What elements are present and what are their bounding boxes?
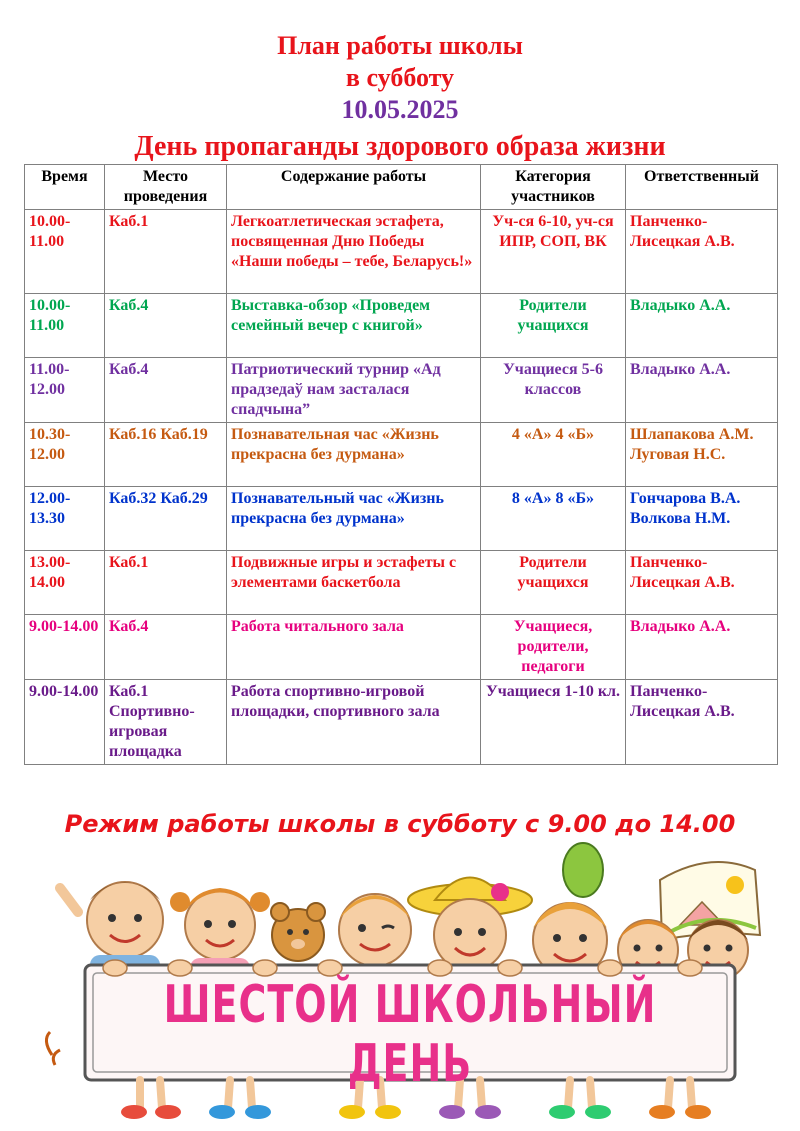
cell-time: 13.00-14.00 (25, 551, 105, 615)
title-line-2: в субботу (345, 63, 455, 92)
cell-time: 10.00-11.00 (25, 210, 105, 294)
column-header-place: Место проведения (105, 165, 227, 210)
cell-content: Легкоатлетическая эстафета, посвященная Дню Победы «Наши победы – тебе, Беларусь!» (227, 210, 481, 294)
cell-place: Каб.32 Каб.29 (105, 487, 227, 551)
cell-place: Каб.1 (105, 210, 227, 294)
cell-content: Патриотический турнир «Ад прадзедаў нам засталася спадчына” (227, 358, 481, 423)
cell-time: 11.00-12.00 (25, 358, 105, 423)
table-row (25, 551, 778, 615)
cell-category: Родители учащихся (481, 294, 626, 358)
cell-time: 12.00-13.30 (25, 487, 105, 551)
cell-place: Каб.4 (105, 294, 227, 358)
table-row (25, 615, 778, 680)
table-row (25, 294, 778, 358)
title-theme: День пропаганды здорового образа жизни (134, 131, 666, 162)
cell-responsible: Панченко-Лисецкая А.В. (626, 680, 778, 765)
cell-place: Каб.1 (105, 551, 227, 615)
cell-time: 9.00-14.00 (25, 615, 105, 680)
table-row (25, 487, 778, 551)
table-row (25, 423, 778, 487)
column-header-category: Категория участников (481, 165, 626, 210)
table-row (25, 680, 778, 765)
cell-content: Выставка-обзор «Проведем семейный вечер с книгой» (227, 294, 481, 358)
cell-category: 4 «А» 4 «Б» (481, 423, 626, 487)
cell-category: Учащиеся 5-6 классов (481, 358, 626, 423)
cell-responsible: Шлапакова А.М. Луговая Н.С. (626, 423, 778, 487)
column-header-time: Время (25, 165, 105, 210)
banner-title: ШЕСТОЙ ШКОЛЬНЫЙ ДЕНЬ (163, 974, 657, 1094)
cell-place: Каб.16 Каб.19 (105, 423, 227, 487)
schedule-note: Режим работы школы в субботу с 9.00 до 14.00 (64, 810, 736, 838)
cell-place: Каб.4 (105, 358, 227, 423)
cell-category: Учащиеся, родители, педагоги (481, 615, 626, 680)
cell-content: Работа спортивно-игровой площадки, спортивного зала (227, 680, 481, 765)
column-header-responsible: Ответственный (626, 165, 778, 210)
kid-4 (408, 878, 532, 972)
cell-responsible: Панченко-Лисецкая А.В. (626, 210, 778, 294)
cell-content: Работа читального зала (227, 615, 481, 680)
table-row (25, 210, 778, 294)
teddy-bear-icon (271, 903, 325, 961)
cell-content: Познавательный час «Жизнь прекрасна без дурмана» (227, 487, 481, 551)
cell-content: Познавательная час «Жизнь прекрасна без дурмана» (227, 423, 481, 487)
cell-category: Родители учащихся (481, 551, 626, 615)
cell-responsible: Гончарова В.А. Волкова Н.М. (626, 487, 778, 551)
title-line-1: План работы школы (277, 31, 523, 60)
cell-responsible: Владыко А.А. (626, 294, 778, 358)
kid-3 (339, 894, 411, 966)
table-header-row (25, 165, 778, 210)
cell-place: Каб.4 (105, 615, 227, 680)
cell-responsible: Панченко-Лисецкая А.В. (626, 551, 778, 615)
column-header-content: Содержание работы (227, 165, 481, 210)
cell-content: Подвижные игры и эстафеты с элементами баскетбола (227, 551, 481, 615)
cell-category: 8 «А» 8 «Б» (481, 487, 626, 551)
cell-time: 10.00-11.00 (25, 294, 105, 358)
cell-place: Каб.1 Спортивно-игровая площадка (105, 680, 227, 765)
cell-responsible: Владыко А.А. (626, 358, 778, 423)
cell-time: 10.30-12.00 (25, 423, 105, 487)
cell-category: Учащиеся 1-10 кл. (481, 680, 626, 765)
schedule-table (24, 164, 778, 765)
cell-time: 9.00-14.00 (25, 680, 105, 765)
title-date: 10.05.2025 (341, 95, 459, 124)
cell-category: Уч-ся 6-10, уч-ся ИПР, СОП, ВК (481, 210, 626, 294)
cell-responsible: Владыко А.А. (626, 615, 778, 680)
table-row (25, 358, 778, 423)
